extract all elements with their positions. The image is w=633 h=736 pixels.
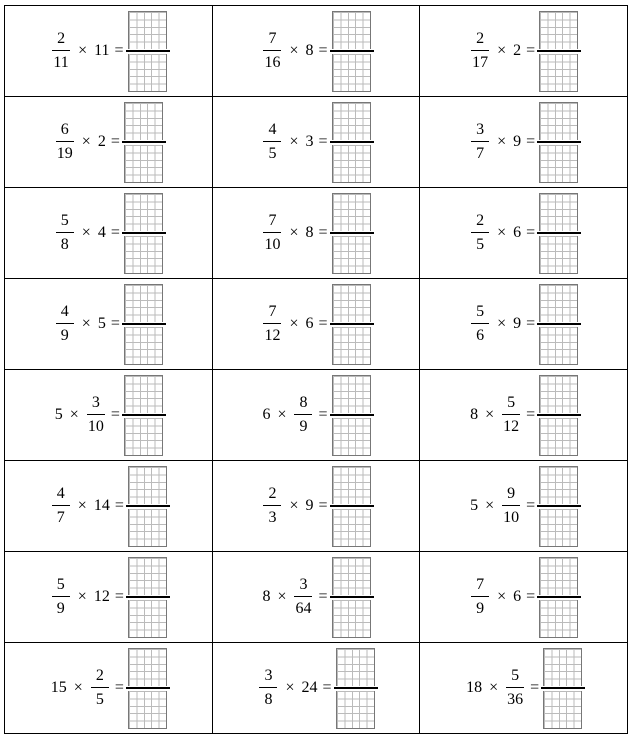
answer-fraction-bar [126,687,170,689]
answer-denominator-grid[interactable] [128,600,167,638]
whole-number: 8 [305,224,314,241]
fraction [87,395,105,435]
times-sign: × [78,42,88,59]
fraction [52,577,70,617]
answer-denominator-grid[interactable] [332,418,371,456]
answer-denominator-grid[interactable] [539,600,578,638]
problem [213,552,420,642]
fraction [506,668,524,708]
answer-fraction-bar [122,323,166,325]
denominator: 64 [295,600,312,617]
answer-numerator-grid[interactable] [124,375,163,413]
times-sign: × [497,133,507,150]
denominator: 5 [476,236,485,253]
equals-sign: = [110,133,120,150]
equals-sign: = [526,497,536,514]
denominator: 7 [56,509,65,526]
times-sign: × [497,224,507,241]
problem-grid-body [5,6,628,734]
answer-box[interactable] [539,284,579,364]
answer-numerator-grid[interactable] [336,648,375,686]
numerator: 2 [263,486,281,506]
problem [213,97,420,187]
problem [5,279,212,369]
answer-denominator-grid[interactable] [332,327,371,365]
answer-box[interactable] [332,11,372,91]
problem [5,370,212,460]
fraction [502,395,520,435]
whole-number: 8 [262,588,271,605]
whole-number: 8 [470,406,479,423]
problem [5,643,212,733]
fraction [263,122,281,162]
fraction [52,31,70,71]
answer-denominator-grid[interactable] [539,145,578,183]
answer-fraction-bar [537,596,581,598]
equals-sign: = [318,406,328,423]
answer-fraction-bar [537,50,581,52]
times-sign: × [69,406,79,423]
answer-denominator-grid[interactable] [332,236,371,274]
numerator: 5 [506,668,524,688]
equals-sign: = [318,497,328,514]
answer-denominator-grid[interactable] [539,418,578,456]
equals-sign: = [526,42,536,59]
answer-box[interactable] [543,648,583,728]
answer-denominator-grid[interactable] [332,600,371,638]
numerator: 4 [52,486,70,506]
numerator: 5 [56,213,74,233]
problem [213,461,420,551]
whole-number: 5 [470,497,479,514]
denominator: 5 [268,145,277,162]
denominator: 17 [472,54,489,71]
answer-numerator-grid[interactable] [539,557,578,595]
problem-row [5,552,628,643]
problem-cell [420,461,628,552]
answer-denominator-grid[interactable] [336,691,375,729]
answer-box[interactable] [539,375,579,455]
answer-numerator-grid[interactable] [128,648,167,686]
equals-sign: = [114,588,124,605]
problem-row [5,97,628,188]
whole-number: 12 [93,588,110,605]
answer-denominator-grid[interactable] [128,54,167,92]
answer-fraction-bar [537,232,581,234]
problem-cell [212,188,420,279]
numerator: 5 [471,304,489,324]
problem [5,188,212,278]
times-sign: × [277,588,287,605]
answer-denominator-grid[interactable] [539,54,578,92]
problem [5,97,212,187]
whole-number: 15 [50,679,67,696]
problem-row [5,643,628,734]
numerator: 5 [502,395,520,415]
answer-fraction-bar [334,687,378,689]
answer-fraction-bar [122,141,166,143]
problem [420,370,627,460]
equals-sign: = [318,133,328,150]
answer-box[interactable] [128,648,168,728]
denominator: 36 [507,691,524,708]
fraction [263,304,281,344]
answer-fraction-bar [330,232,374,234]
answer-box[interactable] [128,11,168,91]
answer-denominator-grid[interactable] [332,509,371,547]
denominator: 8 [60,236,69,253]
denominator: 12 [264,327,281,344]
equals-sign: = [114,497,124,514]
whole-number: 3 [305,133,314,150]
whole-number: 24 [301,679,318,696]
problem [420,461,627,551]
fraction [263,31,281,71]
fraction [294,395,312,435]
answer-box[interactable] [128,557,168,637]
answer-numerator-grid[interactable] [332,102,371,140]
answer-numerator-grid[interactable] [539,102,578,140]
answer-box[interactable] [124,284,164,364]
times-sign: × [73,679,83,696]
times-sign: × [497,588,507,605]
answer-numerator-grid[interactable] [332,375,371,413]
numerator: 9 [502,486,520,506]
answer-numerator-grid[interactable] [332,284,371,322]
problem-cell [5,97,213,188]
equals-sign: = [526,224,536,241]
denominator: 5 [95,691,104,708]
problem [420,6,627,96]
fraction [471,577,489,617]
equals-sign: = [526,315,536,332]
fraction [263,486,281,526]
numerator: 7 [263,304,281,324]
times-sign: × [81,133,91,150]
numerator: 4 [263,122,281,142]
problem-cell [420,188,628,279]
fraction [471,122,489,162]
problem-cell [5,643,213,734]
answer-fraction-bar [126,596,170,598]
problem-row [5,279,628,370]
problem-row [5,370,628,461]
answer-box[interactable] [539,102,579,182]
problem-cell [420,6,628,97]
times-sign: × [77,497,87,514]
problem [420,552,627,642]
answer-box[interactable] [124,193,164,273]
fraction [471,213,489,253]
answer-fraction-bar [330,323,374,325]
answer-fraction-bar [330,414,374,416]
answer-denominator-grid[interactable] [332,54,371,92]
answer-box[interactable] [124,375,164,455]
answer-fraction-bar [122,414,166,416]
times-sign: × [497,315,507,332]
problem [213,188,420,278]
numerator: 5 [52,577,70,597]
problem [213,370,420,460]
answer-denominator-grid[interactable] [124,327,163,365]
answer-box[interactable] [332,375,372,455]
denominator: 10 [87,418,104,435]
whole-number: 8 [305,42,314,59]
numerator: 3 [294,577,312,597]
answer-numerator-grid[interactable] [332,11,371,49]
whole-number: 6 [513,588,522,605]
answer-numerator-grid[interactable] [539,284,578,322]
answer-fraction-bar [537,414,581,416]
whole-number: 5 [97,315,106,332]
answer-box[interactable] [332,466,372,546]
denominator: 9 [476,600,485,617]
times-sign: × [289,315,299,332]
fraction [56,304,74,344]
denominator: 9 [56,600,65,617]
problem-cell [5,6,213,97]
denominator: 19 [56,145,73,162]
problem-cell [420,97,628,188]
equals-sign: = [526,133,536,150]
equals-sign: = [530,679,540,696]
whole-number: 4 [97,224,106,241]
problem-cell [5,552,213,643]
whole-number: 18 [466,679,483,696]
answer-numerator-grid[interactable] [124,102,163,140]
problem-cell [212,643,420,734]
answer-box[interactable] [332,557,372,637]
fraction [294,577,312,617]
answer-denominator-grid[interactable] [124,418,163,456]
fraction [263,213,281,253]
answer-denominator-grid[interactable] [332,145,371,183]
answer-numerator-grid[interactable] [539,193,578,231]
equals-sign: = [526,406,536,423]
numerator: 7 [263,31,281,51]
numerator: 8 [294,395,312,415]
problem-cell [5,461,213,552]
problem-cell [5,370,213,461]
whole-number: 6 [305,315,314,332]
answer-numerator-grid[interactable] [332,193,371,231]
answer-fraction-bar [330,141,374,143]
answer-numerator-grid[interactable] [128,11,167,49]
answer-box[interactable] [332,284,372,364]
problem-cell [212,279,420,370]
denominator: 8 [264,691,273,708]
equals-sign: = [526,588,536,605]
equals-sign: = [318,588,328,605]
times-sign: × [285,679,295,696]
denominator: 7 [476,145,485,162]
numerator: 2 [471,213,489,233]
problem-cell [5,188,213,279]
equals-sign: = [318,224,328,241]
problem [420,643,627,733]
answer-fraction-bar [126,505,170,507]
answer-box[interactable] [128,466,168,546]
problem [213,643,420,733]
equals-sign: = [110,406,120,423]
numerator: 3 [471,122,489,142]
fraction [471,31,489,71]
answer-fraction-bar [330,50,374,52]
numerator: 7 [471,577,489,597]
times-sign: × [485,406,495,423]
fraction [259,668,277,708]
answer-numerator-grid[interactable] [539,375,578,413]
denominator: 16 [264,54,281,71]
numerator: 2 [52,31,70,51]
denominator: 11 [53,54,69,71]
answer-fraction-bar [537,505,581,507]
times-sign: × [289,224,299,241]
equals-sign: = [114,679,124,696]
answer-numerator-grid[interactable] [332,557,371,595]
answer-denominator-grid[interactable] [124,236,163,274]
whole-number: 9 [513,133,522,150]
problem [5,552,212,642]
answer-numerator-grid[interactable] [539,11,578,49]
answer-denominator-grid[interactable] [539,327,578,365]
numerator: 4 [56,304,74,324]
answer-numerator-grid[interactable] [124,193,163,231]
times-sign: × [81,315,91,332]
problem-row [5,461,628,552]
whole-number: 9 [513,315,522,332]
problem-row [5,6,628,97]
equals-sign: = [318,315,328,332]
denominator: 12 [503,418,520,435]
answer-box[interactable] [539,193,579,273]
answer-fraction-bar [126,50,170,52]
equals-sign: = [322,679,332,696]
answer-denominator-grid[interactable] [124,145,163,183]
problem-cell [212,370,420,461]
fraction [56,213,74,253]
equals-sign: = [110,224,120,241]
answer-numerator-grid[interactable] [128,557,167,595]
whole-number: 6 [513,224,522,241]
times-sign: × [277,406,287,423]
times-sign: × [289,497,299,514]
answer-box[interactable] [332,193,372,273]
whole-number: 11 [94,42,110,59]
fraction [56,122,74,162]
answer-numerator-grid[interactable] [124,284,163,322]
numerator: 3 [259,668,277,688]
fraction [52,486,70,526]
denominator: 3 [268,509,277,526]
answer-denominator-grid[interactable] [128,509,167,547]
fraction [91,668,109,708]
fraction [471,304,489,344]
answer-box[interactable] [539,557,579,637]
numerator: 3 [87,395,105,415]
answer-box[interactable] [539,466,579,546]
answer-box[interactable] [124,102,164,182]
equals-sign: = [318,42,328,59]
answer-fraction-bar [122,232,166,234]
times-sign: × [289,42,299,59]
denominator: 10 [264,236,281,253]
equals-sign: = [114,42,124,59]
whole-number: 9 [305,497,314,514]
answer-denominator-grid[interactable] [543,691,582,729]
answer-box[interactable] [539,11,579,91]
problem-cell [5,279,213,370]
answer-numerator-grid[interactable] [332,466,371,504]
answer-fraction-bar [330,596,374,598]
numerator: 2 [471,31,489,51]
denominator: 10 [503,509,520,526]
answer-denominator-grid[interactable] [128,691,167,729]
answer-fraction-bar [541,687,585,689]
equals-sign: = [110,315,120,332]
numerator: 6 [56,122,74,142]
answer-fraction-bar [537,141,581,143]
times-sign: × [497,42,507,59]
problem-grid [4,5,628,734]
answer-denominator-grid[interactable] [539,236,578,274]
problem [5,6,212,96]
whole-number: 14 [93,497,110,514]
denominator: 9 [299,418,308,435]
times-sign: × [289,133,299,150]
problem [213,6,420,96]
whole-number: 6 [262,406,271,423]
answer-fraction-bar [330,505,374,507]
whole-number: 5 [54,406,63,423]
denominator: 6 [476,327,485,344]
problem-row [5,188,628,279]
answer-fraction-bar [537,323,581,325]
problem [5,461,212,551]
whole-number: 2 [513,42,522,59]
problem-cell [420,552,628,643]
denominator: 9 [60,327,69,344]
problem-cell [420,370,628,461]
worksheet [4,5,628,732]
numerator: 2 [91,668,109,688]
problem-cell [212,97,420,188]
answer-box[interactable] [332,102,372,182]
problem [213,279,420,369]
times-sign: × [81,224,91,241]
times-sign: × [77,588,87,605]
answer-numerator-grid[interactable] [128,466,167,504]
problem-cell [420,279,628,370]
answer-numerator-grid[interactable] [539,466,578,504]
numerator: 7 [263,213,281,233]
whole-number: 2 [97,133,106,150]
problem-cell [420,643,628,734]
answer-numerator-grid[interactable] [543,648,582,686]
problem [420,279,627,369]
problem [420,97,627,187]
problem [420,188,627,278]
answer-denominator-grid[interactable] [539,509,578,547]
problem-cell [212,461,420,552]
times-sign: × [485,497,495,514]
problem-cell [212,552,420,643]
times-sign: × [489,679,499,696]
answer-box[interactable] [336,648,376,728]
fraction [502,486,520,526]
problem-cell [212,6,420,97]
